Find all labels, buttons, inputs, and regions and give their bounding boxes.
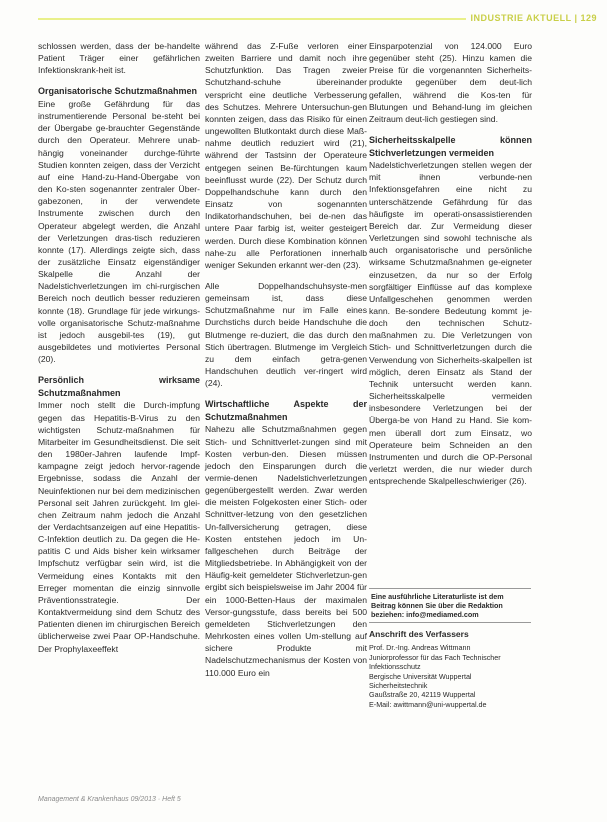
contact-line: Bergische Universität Wuppertal	[369, 671, 472, 681]
section-heading-wirtschaftlich: Wirtschaftliche Aspekte der Schutzmaßnahmen	[205, 399, 367, 422]
contact-line: Infektionsschutz	[369, 662, 421, 672]
section-body-organisatorische: Eine große Gefährdung für das instrumentierende Personal be-steht bei der Übergabe ge-brauchter Gegenstände durch den Operateur. Mehrere unab-hängig voneinander durchge-führte Studien konnten zeigen, dass der Verzicht auf eine Hand-zu-Hand-Übergabe von den Ko-sten sogenannter zentraler Über-gabezonen, in der verwendete Instrumente zwischen durch den Operateur abgelegt werden, die Anzahl der Verletzungen dras-tisch reduzieren konnte (17). Allerdings zeigte sich, dass der zusätzliche Einsatz eigenständiger Skalpelle die Anzahl der Nadelstichverletzungen im chi-rurgischen Bereich noch deutlich besser reduzieren konnte (18). Grundlage für jede wirkungs-volle organisatorische Schutz-maßnahme ist jedoch ausgebil-tes (19), gut ausgebildetes und motiviertes Personal (20).	[38, 98, 200, 365]
column-1	[38, 40, 200, 664]
section-header: INDUSTRIE AKTUELL | 129	[466, 13, 597, 23]
contact-email: E-Mail: awittmann@uni-wuppertal.de	[369, 699, 487, 709]
page-footer: Management & Krankenhaus 09/2013 · Heft 5	[38, 796, 181, 803]
contact-line: Gaußstraße 20, 42119 Wuppertal	[369, 690, 476, 700]
paragraph-einsparpotenzial: Einsparpotenzial von 124.000 Euro gegenüber steht (25). Hinzu kamen die Preise für die vorgenannten Sicherheits-produkte gegenüber dem deut-lich gefallen, während die Kos-ten für Blutungen und Behand-lung im gleichen Zeitraum deut-lich gestiegen sind.	[369, 41, 532, 124]
section-heading-persoenlich: Persönlich wirksame Schutzmaßnahmen	[38, 375, 200, 398]
contact-line: Juniorprofessor für das Fach Technischer	[369, 652, 501, 662]
contact-line: Prof. Dr.-Ing. Andreas Wittmann	[369, 643, 471, 653]
author-contact	[369, 630, 529, 709]
paragraph-doppelhandschuhe: während das Z-Fuße verloren einer zweiten Barriere und damit noch ihre Schutzfunktion. Das Tragen zweier Schutzhand-schuhe übereinander verspricht eine deutliche Verbesserung des Schutzes. Mehrere Untersuchun-gen konnten zeigen, dass das Risiko für einen ungewollten Blutkontakt durch diese Maß-nahme deutlich reduziert wird (21), während der Tastsinn der Operateure entgegen seinen Be-fürchtungen kaum beeinflusst wurde (22). Der Schutz durch Doppelhandschuhe kann durch den Einsatz von sogenannten Indikatorhandschuhen, bei de-nen das untere Paar farbig ist, weiter gesteigert werden. Durch diese Kombination können nahe-zu alle Perforationen innerhalb weniger Sekunden erkannt wer-den (23).	[205, 41, 367, 270]
section-body-sicherheitsskalpelle: Nadelstichverletzungen stellen wegen der mit ihnen verbunde-nen Infektionsgefahren eine nicht zu unterschätzende Gefährdung für das häufigste im operati-onsassistierenden Bereich dar. Zur Vermeidung dieser Verletzungen sind sowohl technische als auch organisatorische und persönliche wirksame Schutzmaßnahmen ge-eigneter einzusetzen, da nur so der Erfolg sorgfältiger Einflüsse auf das komplexe Unfallgeschehen genommen werden kann. Be-sondere Bedeutung kommt je-doch den technischen Schutz-maßnahmen zu. Die Verletzungen von Stich- und Schnittverletzungen durch die Verwendung von Sicherheits-skalpellen ist möglich, deren Einsatz als Stand der Technik untersucht werden kann. Sicherheitsskalpelle vermeiden insbesondere Verletzungen bei der Überga-be von Hand zu Hand. Sie kom-men überall dort zum Einsatz, wo Operateure beim Schneiden an den Instrumenten und durch die OP-Personal verletzt werden, die nur wieder durch entsprechende Skalpelleschwieriger (26).	[369, 160, 532, 487]
section-body-wirtschaftlich: Nahezu alle Schutzmaßnahmen gegen Stich- und Schnittverlet-zungen sind mit Kosten verbun-den. Diesen müssen jedoch den Einsparungen durch die vermie-denen Nadelstichverletzungen gegenübergestellt werden. Zwar werden die meisten Folgekosten einer Stich- oder Schnittver-letzung von den gesetzlichen Un-fallversicherung getragen, diese Kosten entstehen jedoch im Un-fallgeschehen durch Beiträge der Mitgliedsbetriebe. In Abhängigkeit von der Häufig-keit gemeldeter Stichverletzun-gen ergibt sich beispielsweise im Jahr 2004 für ein 1000-Betten-Haus der maximalen Versor-gungsstufe, dass bereits bei 500 gemeldeten Stichverletzungen den Mehrkosten eines vollen Um-stellung auf sichere Produkte mit Nadelschutzmechanismus der Kosten von 110.000 Euro ein	[205, 424, 367, 678]
column-2	[205, 40, 367, 688]
intro-paragraph: schlossen werden, dass der be-handelte Patient Träger einer gefährlichen Infektionskrank-heit ist.	[38, 41, 200, 76]
literature-infobox: Eine ausführliche Literaturliste ist dem Beitrag können Sie über die Redaktion beziehen: info@mediamed.com	[369, 588, 531, 623]
section-body-persoenlich: Immer noch stellt die Durch-impfung gegen das Hepatitis-B-Virus zu den wichtigsten Schutz-maßnahmen für Mitarbeiter im Gesundheitsdienst. Die seit den 1980er-Jahren laufende Impf-kampagne zeigt jedoch hervor-ragende Ergebnisse, sodass die Anzahl der Neuinfektionen nur bei dem medizinischen Personal seit Jahren zurückgeht. Im glei-chen Zeitraum nahm jedoch die Anzahl der Verdachtsanzeigen auf eine Hepatitis-C-Infektion deutlich zu. Da gegen die He-patitis C und Aids bisher kein wirksamer Impfschutz verfügbar sein wird, ist die Vermeidung eines Kontakts mit den Erreger momentan die einzig sinnvolle Präventionsstrategie. Der Kontaktvermeidung sind dem Schutz des Patienten dienen im chirurgischen Bereich üblicherweise zwei Paar OP-Handschuhe. Der Prophylaxeeffekt	[38, 400, 200, 654]
contact-title: Anschrift des Verfassers	[369, 629, 469, 639]
section-heading-sicherheitsskalpelle: Sicherheitsskalpelle können Stichverletzungen vermeiden	[369, 135, 532, 158]
contact-line: Sicherheitstechnik	[369, 681, 428, 691]
column-3	[369, 40, 532, 496]
section-heading-organisatorische: Organisatorische Schutzmaßnahmen	[38, 86, 198, 97]
paragraph-durchstich: Alle Doppelhandschuhsyste-men gemeinsam ist, dass diese Schutzmaßnahme nur im Falle eines Durchstichs durch beide Handschuhe die Blutmenge re-duziert, die das durch den Stich übertragen. Blutmenge im Vergleich zu dem einfach getra-genen Handschuhen deutlich ver-ringert wird (24).	[205, 280, 367, 389]
